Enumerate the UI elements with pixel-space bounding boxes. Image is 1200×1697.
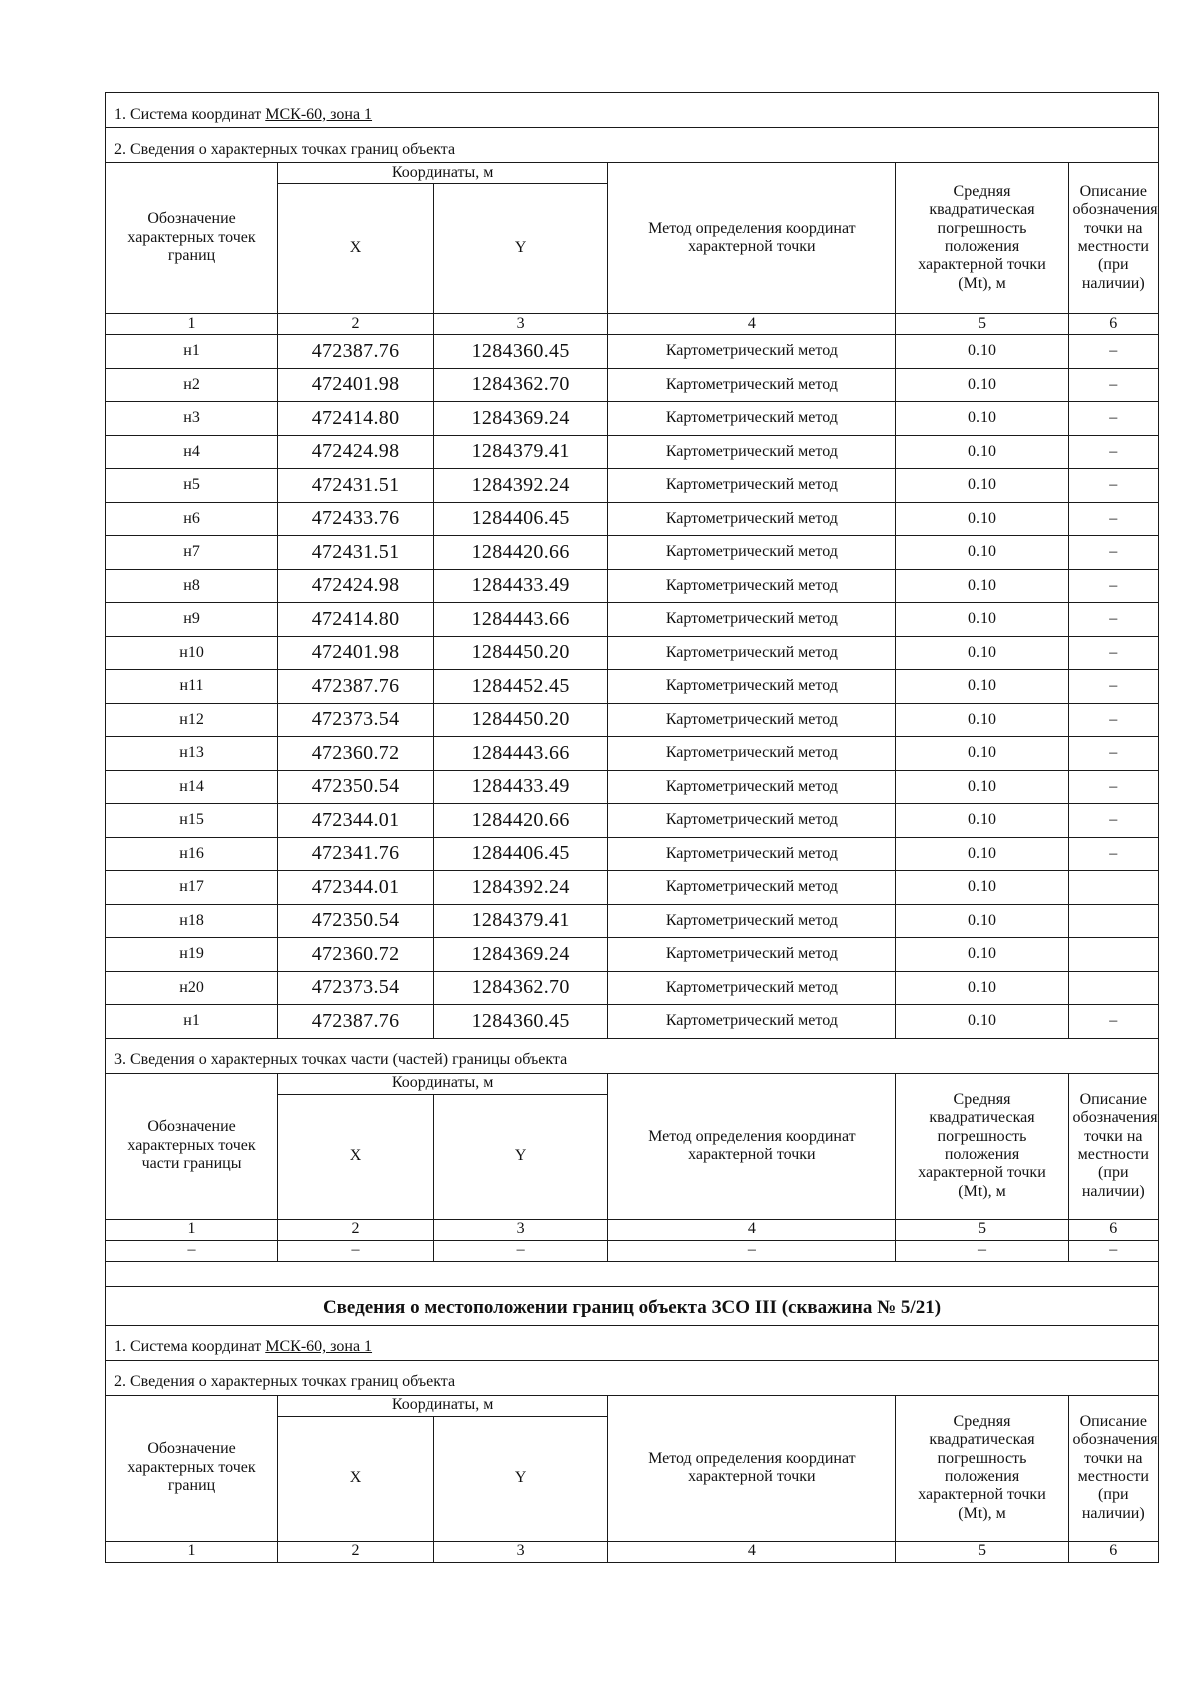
description: – [1068,670,1158,704]
description: – [1068,603,1158,637]
zso-header-y: Y [434,1416,608,1541]
description [1068,971,1158,1005]
coord-x: 472373.54 [278,703,434,737]
table-row [106,1005,1159,1039]
error-value: 0.10 [896,837,1068,871]
table-row [106,469,1159,503]
zso-column-number-row [106,1541,1159,1562]
table-row [106,636,1159,670]
error-value: 0.10 [896,435,1068,469]
coord-y: 1284433.49 [434,770,608,804]
coord-x: 472424.98 [278,569,434,603]
error-value: 0.10 [896,502,1068,536]
method: Картометрический метод [608,971,896,1005]
header-description: Описание обозначения точки на местности (при наличии) [1068,163,1158,314]
empty-cell: – [896,1240,1068,1261]
method: Картометрический метод [608,938,896,972]
part-header-y: Y [434,1094,608,1219]
zso-section-title: Сведения о местоположении границ объекта ЗСО III (скважина № 5/21) [106,1286,1159,1325]
col-number: 5 [896,1541,1068,1562]
table-row [106,335,1159,369]
col-number: 4 [608,1541,896,1562]
coord-y: 1284360.45 [434,1005,608,1039]
table-row [106,536,1159,570]
point-name: н7 [106,536,278,570]
table-row [106,670,1159,704]
description: – [1068,804,1158,838]
method: Картометрический метод [608,502,896,536]
method: Картометрический метод [608,435,896,469]
description: – [1068,536,1158,570]
error-value: 0.10 [896,368,1068,402]
coord-x: 472431.51 [278,469,434,503]
coord-x: 472401.98 [278,368,434,402]
coord-y: 1284452.45 [434,670,608,704]
zso-header-description: Описание обозначения точки на местности (при наличии) [1068,1395,1158,1541]
point-name: н9 [106,603,278,637]
zso-header-method: Метод определения координат характерной точки [608,1395,896,1541]
table-row [106,770,1159,804]
point-name: н19 [106,938,278,972]
error-value: 0.10 [896,536,1068,570]
point-name: н17 [106,871,278,905]
zso-header-coordinates: Координаты, м [278,1395,608,1416]
point-name: н20 [106,971,278,1005]
coord-x: 472424.98 [278,435,434,469]
method: Картометрический метод [608,335,896,369]
table-row [106,569,1159,603]
method: Картометрический метод [608,603,896,637]
coord-system-value: МСК-60, зона 1 [265,105,373,123]
coord-y: 1284392.24 [434,871,608,905]
points-heading: 2. Сведения о характерных точках границ объекта [106,128,1159,163]
header-designation: Обозначение характерных точек границ [106,163,278,314]
method: Картометрический метод [608,1005,896,1039]
part-header-x: X [278,1094,434,1219]
col-number: 4 [608,1219,896,1240]
col-number: 6 [1068,1541,1158,1562]
point-name: н1 [106,1005,278,1039]
point-name: н15 [106,804,278,838]
method: Картометрический метод [608,703,896,737]
col-number: 3 [434,1219,608,1240]
coord-y: 1284369.24 [434,938,608,972]
coord-x: 472344.01 [278,804,434,838]
coord-x: 472360.72 [278,938,434,972]
method: Картометрический метод [608,402,896,436]
error-value: 0.10 [896,871,1068,905]
col-number: 1 [106,1219,278,1240]
coord-y: 1284362.70 [434,971,608,1005]
part-header-error: Средняя квадратическая погрешность положения характерной точки (Mt), м [896,1073,1068,1219]
zso-header-designation: Обозначение характерных точек границ [106,1395,278,1541]
description: – [1068,1005,1158,1039]
point-name: н10 [106,636,278,670]
coord-y: 1284362.70 [434,368,608,402]
coord-x: 472387.76 [278,335,434,369]
boundary-table [105,92,1159,1563]
point-name: н8 [106,569,278,603]
document-sheet [105,92,1159,1563]
col-number: 6 [1068,1219,1158,1240]
col-number: 2 [278,1219,434,1240]
table-row [106,502,1159,536]
table-row [106,368,1159,402]
part-header-description: Описание обозначения точки на местности (при наличии) [1068,1073,1158,1219]
coord-x: 472341.76 [278,837,434,871]
coord-x: 472433.76 [278,502,434,536]
coord-x: 472344.01 [278,871,434,905]
table-row [106,971,1159,1005]
description: – [1068,402,1158,436]
description: – [1068,435,1158,469]
description: – [1068,335,1158,369]
point-name: н18 [106,904,278,938]
method: Картометрический метод [608,469,896,503]
error-value: 0.10 [896,938,1068,972]
error-value: 0.10 [896,1005,1068,1039]
header-x: X [278,184,434,314]
coord-x: 472373.54 [278,971,434,1005]
table-row [106,737,1159,771]
table-row [106,837,1159,871]
coord-y: 1284420.66 [434,536,608,570]
coord-x: 472387.76 [278,670,434,704]
point-name: н3 [106,402,278,436]
method: Картометрический метод [608,636,896,670]
part-header-designation: Обозначение характерных точек части границы [106,1073,278,1219]
coord-x: 472360.72 [278,737,434,771]
zso-coord-system-label: 1. Система координат [114,1338,262,1356]
error-value: 0.10 [896,402,1068,436]
col-number: 5 [896,1219,1068,1240]
col-number: 3 [434,1541,608,1562]
col-number: 2 [278,314,434,335]
point-name: н14 [106,770,278,804]
point-name: н11 [106,670,278,704]
col-number: 2 [278,1541,434,1562]
table-row [106,402,1159,436]
coord-y: 1284369.24 [434,402,608,436]
point-name: н5 [106,469,278,503]
method: Картометрический метод [608,871,896,905]
spacer-row [106,1261,1159,1286]
col-number: 6 [1068,314,1158,335]
empty-cell: – [1068,1240,1158,1261]
method: Картометрический метод [608,904,896,938]
zso-points-heading: 2. Сведения о характерных точках границ объекта [106,1360,1159,1395]
coord-y: 1284443.66 [434,603,608,637]
header-coordinates: Координаты, м [278,163,608,184]
table-row [106,603,1159,637]
error-value: 0.10 [896,904,1068,938]
method: Картометрический метод [608,368,896,402]
coord-y: 1284420.66 [434,804,608,838]
description: – [1068,770,1158,804]
table-row [106,871,1159,905]
part-empty-row [106,1240,1159,1261]
coord-x: 472350.54 [278,770,434,804]
table-row [106,938,1159,972]
error-value: 0.10 [896,971,1068,1005]
coord-y: 1284392.24 [434,469,608,503]
coord-y: 1284379.41 [434,435,608,469]
description: – [1068,837,1158,871]
coord-y: 1284379.41 [434,904,608,938]
method: Картометрический метод [608,804,896,838]
empty-cell: – [106,1240,278,1261]
method: Картометрический метод [608,569,896,603]
point-name: н2 [106,368,278,402]
coord-y: 1284406.45 [434,502,608,536]
col-number: 5 [896,314,1068,335]
coord-y: 1284443.66 [434,737,608,771]
error-value: 0.10 [896,335,1068,369]
coord-system-line [106,93,1159,128]
description: – [1068,737,1158,771]
error-value: 0.10 [896,737,1068,771]
col-number: 3 [434,314,608,335]
point-name: н16 [106,837,278,871]
point-name: н6 [106,502,278,536]
empty-cell: – [608,1240,896,1261]
table-row [106,904,1159,938]
coord-x: 472431.51 [278,536,434,570]
zso-header-x: X [278,1416,434,1541]
description [1068,938,1158,972]
col-number: 1 [106,1541,278,1562]
error-value: 0.10 [896,804,1068,838]
part-points-heading: 3. Сведения о характерных точках части (частей) границы объекта [106,1038,1159,1073]
zso-header-error: Средняя квадратическая погрешность положения характерной точки (Mt), м [896,1395,1068,1541]
error-value: 0.10 [896,770,1068,804]
coord-y: 1284433.49 [434,569,608,603]
header-y: Y [434,184,608,314]
coord-y: 1284450.20 [434,703,608,737]
part-header-method: Метод определения координат характерной точки [608,1073,896,1219]
col-number: 1 [106,314,278,335]
error-value: 0.10 [896,703,1068,737]
coord-system-label: 1. Система координат [114,105,262,123]
description: – [1068,569,1158,603]
point-name: н1 [106,335,278,369]
coord-x: 472350.54 [278,904,434,938]
points-body [106,335,1159,1039]
description [1068,904,1158,938]
coord-y: 1284406.45 [434,837,608,871]
description: – [1068,469,1158,503]
coord-x: 472387.76 [278,1005,434,1039]
zso-coord-system-line [106,1325,1159,1360]
method: Картометрический метод [608,670,896,704]
column-number-row [106,314,1159,335]
coord-x: 472414.80 [278,402,434,436]
description: – [1068,502,1158,536]
coord-y: 1284360.45 [434,335,608,369]
method: Картометрический метод [608,737,896,771]
description [1068,871,1158,905]
coord-x: 472401.98 [278,636,434,670]
error-value: 0.10 [896,603,1068,637]
col-number: 4 [608,314,896,335]
part-column-number-row [106,1219,1159,1240]
description: – [1068,703,1158,737]
header-error: Средняя квадратическая погрешность положения характерной точки (Mt), м [896,163,1068,314]
coord-x: 472414.80 [278,603,434,637]
method: Картометрический метод [608,837,896,871]
error-value: 0.10 [896,670,1068,704]
point-name: н4 [106,435,278,469]
empty-cell: – [434,1240,608,1261]
error-value: 0.10 [896,636,1068,670]
zso-coord-system-value: МСК-60, зона 1 [265,1338,373,1356]
method: Картометрический метод [608,770,896,804]
description: – [1068,636,1158,670]
table-row [106,703,1159,737]
error-value: 0.10 [896,569,1068,603]
description: – [1068,368,1158,402]
error-value: 0.10 [896,469,1068,503]
point-name: н12 [106,703,278,737]
empty-cell: – [278,1240,434,1261]
table-row [106,435,1159,469]
coord-y: 1284450.20 [434,636,608,670]
part-header-coordinates: Координаты, м [278,1073,608,1094]
header-method: Метод определения координат характерной точки [608,163,896,314]
table-row [106,804,1159,838]
point-name: н13 [106,737,278,771]
method: Картометрический метод [608,536,896,570]
